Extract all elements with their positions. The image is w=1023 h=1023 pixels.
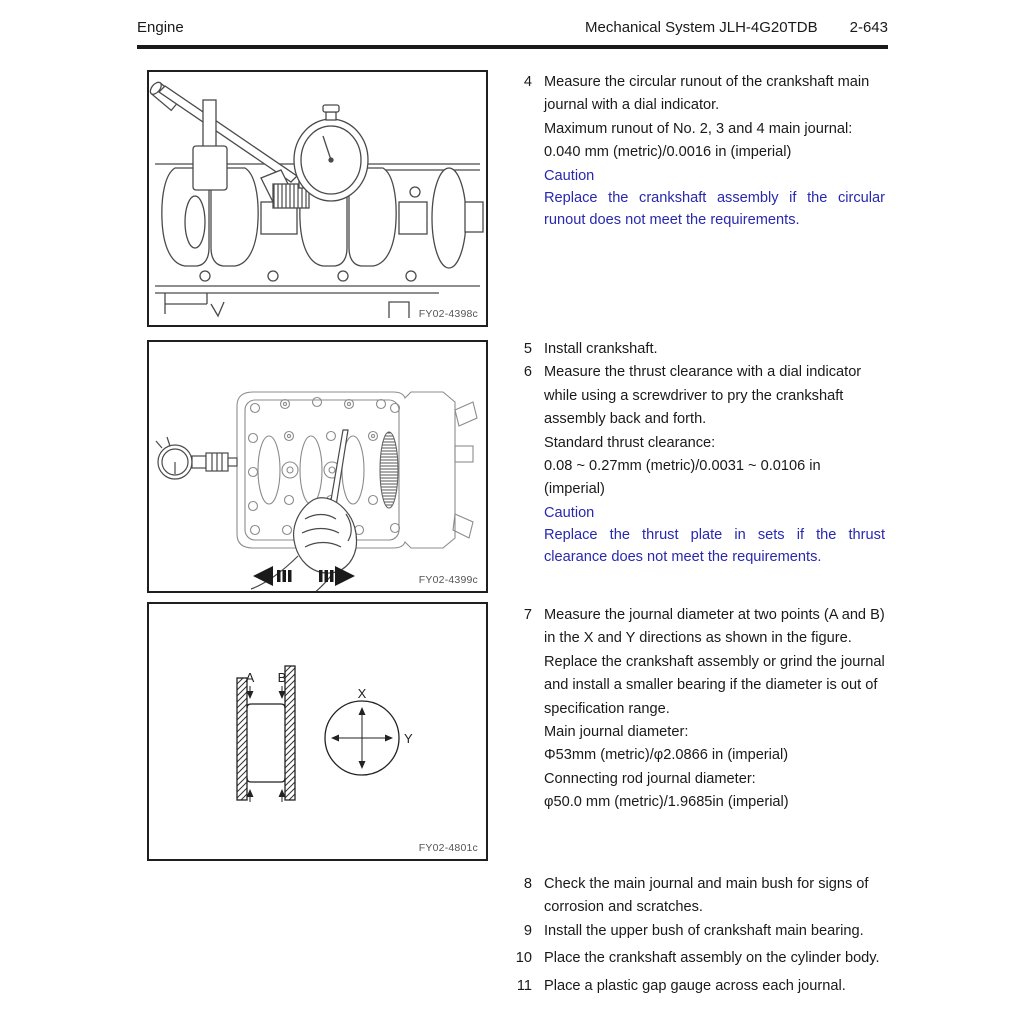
step-item [508,975,885,998]
step-item [508,920,885,943]
figure-journal-diameter-points [147,602,488,861]
instructions-step-7 [508,604,885,815]
spec-title: Standard thrust clearance: [544,434,716,451]
caution-label: Caution [544,504,595,521]
step-number: 10 [515,950,532,967]
step-body [544,920,885,943]
thrust-clearance-drawing [149,342,486,591]
point-b-label: B [277,670,287,685]
caution-text: Replace the thrust plate in sets if the thrust clearance does not meet the requirements. [544,527,885,566]
step-text: Place a plastic gap gauge across each journal. [544,977,846,994]
step-item [508,604,885,815]
step-number: 4 [523,74,532,90]
step-number: 8 [523,876,532,892]
step-item [508,71,885,232]
step-body [544,975,885,998]
step-body [544,604,885,815]
spec-value: 0.08 ~ 0.27mm (metric)/0.0031 ~ 0.0106 in (imperial) [544,458,821,498]
instructions-step-4 [508,71,885,232]
direction-x-label: X [357,686,367,701]
step-text: Install crankshaft. [544,341,658,357]
spec-value: 0.040 mm (metric)/0.0016 in (imperial) [544,144,792,161]
step-item [508,947,885,970]
step-body [544,361,885,568]
step-text: Measure the thrust clearance with a dial indicator while using a screwdriver to pry the crankshaft assembly back and forth. [544,364,862,428]
caution-text: Replace the crankshaft assembly if the circular runout does not meet the requirements. [544,190,885,228]
header-section-title: Engine [137,19,184,36]
step-body [544,338,885,361]
step-item [508,338,885,361]
spec-title: Maximum runout of No. 2, 3 and 4 main journal: [544,120,853,137]
point-a-label: A [245,670,255,685]
step-number: 7 [523,607,532,623]
step-body [544,71,885,232]
step-number: 9 [523,922,532,939]
header-page-number: 2-643 [849,19,888,36]
instructions-steps-5-6 [508,338,885,569]
caution-label: Caution [544,167,595,184]
step-item [508,361,885,568]
crankshaft-runout-drawing [149,72,486,325]
direction-y-label: Y [404,731,413,746]
spec-value: φ50.0 mm (metric)/1.9685in (imperial) [544,794,789,811]
spec-title: Main journal diameter: [544,724,689,741]
figure-code-label: FY02-4399c [418,574,478,586]
step-text: Measure the circular runout of the crankshaft main journal with a dial indicator. [544,74,870,114]
spec-title: Connecting rod journal diameter: [544,770,756,787]
header-system-title: Mechanical System JLH-4G20TDB [585,19,818,36]
header-divider-rule [137,45,888,49]
step-number: 11 [516,977,532,994]
step-body [544,873,885,920]
step-text: Check the main journal and main bush for signs of corrosion and scratches. [544,876,869,916]
step-text: Install the upper bush of crankshaft main bearing. [544,922,864,939]
step-number: 5 [523,341,532,357]
figure-code-label: FY02-4801c [418,842,478,854]
page-header [137,19,888,37]
instructions-steps-8-11 [508,873,885,998]
figure-thrust-clearance [147,340,488,593]
step-text: Measure the journal diameter at two points (A and B) in the X and Y directions as shown in the figure. Replace the crankshaft assembly or grind the journal and install a smaller bearing if the diameter is out of specification range. [544,607,885,717]
step-body [544,947,885,970]
step-item [508,873,885,920]
figure-code-label: FY02-4398c [418,308,478,320]
step-text: Place the crankshaft assembly on the cylinder body. [544,950,880,967]
step-number: 6 [523,364,532,381]
journal-diameter-diagram [149,604,486,859]
figure-crankshaft-runout [147,70,488,327]
spec-value: Φ53mm (metric)/φ2.0866 in (imperial) [544,747,789,764]
header-right-group [585,19,888,37]
